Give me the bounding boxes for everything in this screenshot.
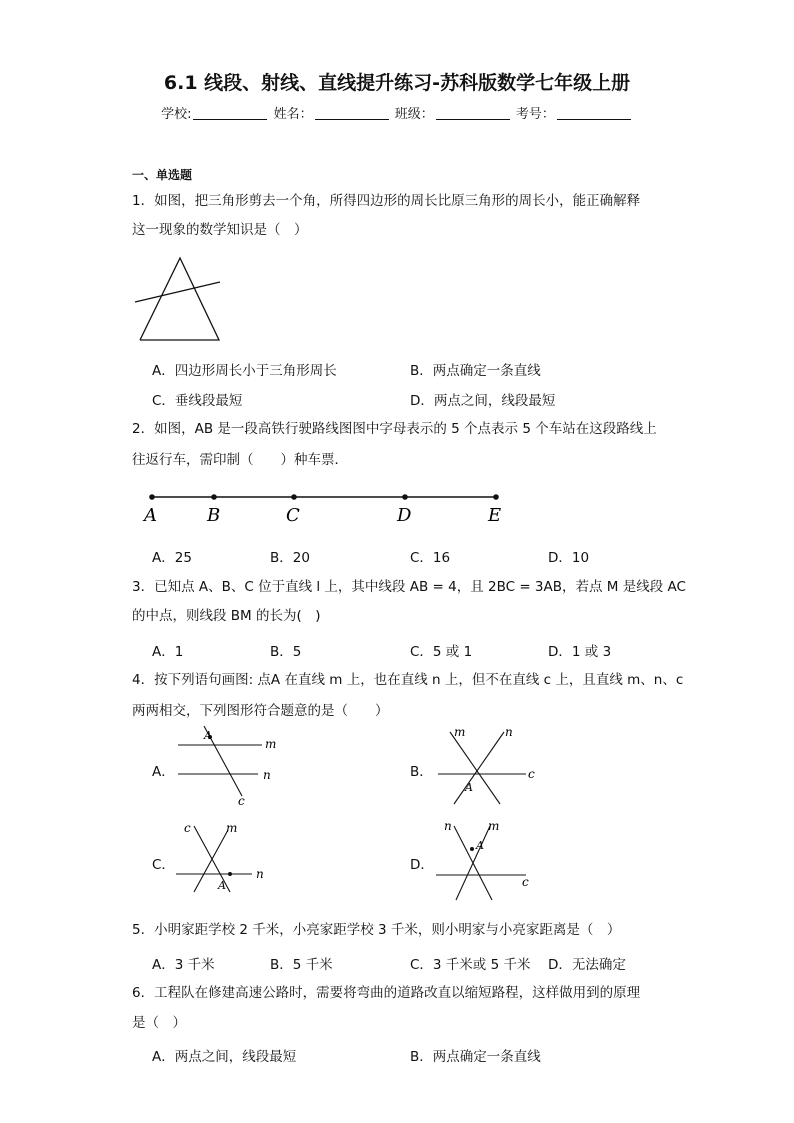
point-e-dot — [493, 494, 499, 500]
school-label: 学校: — [161, 107, 192, 122]
question-1-option-c[interactable]: C．垂线段最短 — [152, 393, 243, 409]
question-5-line-1: 5．小明家距学校 2 千米，小亮家距学校 3 千米，则小明家与小亮家距离是（ ） — [132, 922, 621, 938]
question-6-option-b[interactable]: B．两点确定一条直线 — [410, 1049, 541, 1065]
fig-c-c-label: c — [184, 821, 191, 835]
question-5-option-d[interactable]: D．无法确定 — [548, 957, 626, 973]
question-6-line-1: 6．工程队在修建高速公路时，需要将弯曲的道路改直以缩短路程，这样做用到的原理 — [132, 985, 641, 1001]
question-4-option-a[interactable]: A． — [152, 764, 175, 780]
option-c-figure — [170, 818, 280, 904]
fig-d-m-label: m — [488, 819, 500, 833]
point-b-label: B — [207, 505, 221, 526]
fig-b-n-label: n — [505, 725, 513, 739]
fig-a-m-label: m — [265, 737, 277, 751]
fig-d-n-label: n — [444, 819, 452, 833]
fig-b-m-label: m — [454, 725, 466, 739]
question-4-option-b[interactable]: B． — [410, 764, 433, 780]
school-blank[interactable] — [193, 107, 267, 120]
railway-line-figure — [140, 488, 510, 528]
class-blank[interactable] — [436, 107, 510, 120]
question-3-option-d[interactable]: D．1 或 3 — [548, 644, 612, 660]
question-1-option-b[interactable]: B．两点确定一条直线 — [410, 363, 541, 379]
question-1-option-a[interactable]: A．四边形周长小于三角形周长 — [152, 363, 337, 379]
fig-a-c-label: c — [238, 794, 245, 808]
point-a-dot — [149, 494, 155, 500]
point-a-label: A — [144, 505, 157, 526]
student-info-row — [0, 103, 794, 122]
fig-d-c-label: c — [522, 875, 529, 889]
question-2-option-c[interactable]: C．16 — [410, 550, 451, 566]
question-4-option-d[interactable]: D． — [410, 857, 434, 873]
question-1-option-d[interactable]: D．两点之间，线段最短 — [410, 393, 556, 409]
point-e-label: E — [488, 505, 502, 526]
name-blank[interactable] — [315, 107, 389, 120]
exam-no-label: 考号： — [515, 107, 555, 122]
point-d-dot — [402, 494, 408, 500]
question-2-option-a[interactable]: A．25 — [152, 550, 192, 566]
question-2-line-1: 2．如图，AB 是一段高铁行驶路线图图中字母表示的 5 个点表示 5 个车站在这段路线上 — [132, 421, 657, 437]
question-1-line-2: 这一现象的数学知识是（ ） — [132, 222, 308, 238]
question-6-option-a[interactable]: A．两点之间，线段最短 — [152, 1049, 297, 1065]
option-a-figure — [170, 724, 290, 810]
fig-c-m-label: m — [226, 821, 238, 835]
question-2-option-b[interactable]: B．20 — [270, 550, 310, 566]
name-label: 姓名： — [273, 107, 313, 122]
fig-a-point-label: A — [204, 729, 212, 742]
fig-c-point-label: A — [218, 879, 226, 892]
question-1-line-1: 1．如图，把三角形剪去一个角，所得四边形的周长比原三角形的周长小，能正确解释 — [132, 193, 641, 209]
question-3-line-1: 3．已知点 A、B、C 位于直线 l 上，其中线段 AB = 4，且 2BC = 3AB，若点 M 是线段 AC — [132, 579, 686, 595]
option-b-figure — [432, 724, 552, 810]
point-b-dot — [211, 494, 217, 500]
question-4-line-1: 4．按下列语句画图: 点A 在直线 m 上，也在直线 n 上，但不在直线 c 上，且直线 m、n、c — [132, 672, 684, 688]
question-5-option-a[interactable]: A．3 千米 — [152, 957, 215, 973]
option-d-figure — [432, 818, 552, 904]
exam-no-blank[interactable] — [557, 107, 631, 120]
question-3-option-c[interactable]: C．5 或 1 — [410, 644, 473, 660]
question-5-option-b[interactable]: B．5 千米 — [270, 957, 333, 973]
fig-c-n-label: n — [256, 867, 264, 881]
question-6-line-2: 是（ ） — [132, 1015, 186, 1031]
question-3-option-b[interactable]: B．5 — [270, 644, 302, 660]
fig-b-point-label: A — [465, 781, 473, 794]
question-2-option-d[interactable]: D．10 — [548, 550, 590, 566]
fig-a-n-label: n — [263, 768, 271, 782]
point-d-label: D — [397, 505, 412, 526]
question-3-line-2: 的中点，则线段 BM 的长为( ) — [132, 608, 321, 624]
class-label: 班级： — [394, 107, 434, 122]
question-3-option-a[interactable]: A．1 — [152, 644, 184, 660]
question-5-option-c[interactable]: C．3 千米或 5 千米 — [410, 957, 531, 973]
section-heading: 一、单选题 — [132, 168, 193, 182]
point-c-dot — [291, 494, 297, 500]
fig-b-c-label: c — [528, 767, 535, 781]
page-title: 6.1 线段、射线、直线提升练习-苏科版数学七年级上册 — [163, 72, 631, 94]
triangle-cut-figure — [130, 255, 230, 345]
question-2-line-2: 往返行车，需印制（ ）种车票． — [132, 452, 348, 468]
fig-d-point-label: A — [476, 839, 484, 852]
question-4-option-c[interactable]: C． — [152, 857, 175, 873]
question-4-line-2: 两两相交，下列图形符合题意的是（ ） — [132, 703, 389, 719]
point-c-label: C — [286, 505, 300, 526]
